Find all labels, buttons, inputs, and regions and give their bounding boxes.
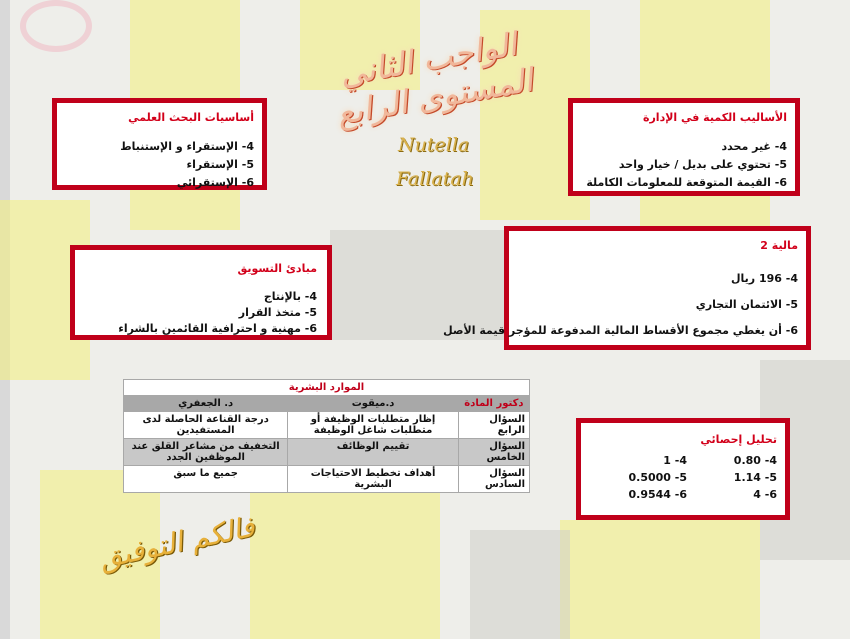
hr-row-label: السؤال الخامس: [458, 439, 529, 466]
table-row: [124, 466, 530, 493]
stats-cell: 4- 0.80: [733, 454, 777, 467]
hr-table: [123, 379, 530, 493]
marketing-box: [70, 245, 332, 340]
marketing-item: 6- مهنية و احترافية القائمين بالشراء: [118, 322, 317, 335]
hr-header-row: [124, 396, 530, 412]
stats-cell: 5- 0.5000: [628, 471, 687, 484]
closing-wish: فالكم التوفيق: [96, 509, 258, 576]
hr-header-cell: د. الجعفري: [124, 396, 288, 412]
hr-cell: التخفيف من مشاعر القلق عند الموظفين الجدد: [124, 439, 288, 466]
signature-line1: Nutella: [398, 134, 470, 156]
finance-box: [443, 226, 811, 350]
stats-cell: 6- 0.9544: [628, 488, 687, 501]
stats-heading: تحليل إحصائي: [700, 433, 777, 446]
finance-item: 6- أن يغطي مجموع الأقساط المالية المدفوعة للمؤجر قيمة الأصل: [443, 324, 798, 337]
marketing-heading: مبادئ التسويق: [237, 262, 317, 275]
stats-cell: 5- 1.14: [733, 471, 777, 484]
research-item: 5- الإستقراء: [186, 158, 254, 171]
quantitative-item: 6- القيمة المتوقعة للمعلومات الكاملة: [586, 176, 787, 189]
table-row: [124, 439, 530, 466]
finance-item: 5- الائتمان التجاري: [695, 298, 798, 311]
research-item: 4- الإستقراء و الإستنباط: [120, 140, 254, 153]
research-heading: أساسيات البحث العلمي: [128, 111, 254, 124]
table-row: [124, 412, 530, 439]
hr-header-cell: د.ميقوت: [288, 396, 459, 412]
stats-cell: 4- 1: [663, 454, 687, 467]
hr-cell: جميع ما سبق: [124, 466, 288, 493]
finance-item: 4- 196 ريال: [731, 272, 798, 285]
quantitative-item: 5- تحتوي على بديل / خيار واحد: [618, 158, 787, 171]
hr-header-cell: دكتور المادة: [458, 396, 529, 412]
stats-cell: 6- 4: [753, 488, 777, 501]
hr-cell: إظار متطلبات الوظيفة أو متطلبات شاغل الوظيفة: [288, 412, 459, 439]
signature-line2: Fallatah: [396, 168, 474, 190]
hr-cell: درجة القناعة الحاصلة لدى المستفيدين: [124, 412, 288, 439]
quantitative-box: [568, 98, 800, 196]
hr-cell: أهداف تخطيط الاحتياجات البشرية: [288, 466, 459, 493]
marketing-item: 4- بالإنتاج: [263, 290, 317, 303]
research-box: [52, 98, 267, 190]
hr-row-label: السؤال الرابع: [458, 412, 529, 439]
marketing-item: 5- متخذ القرار: [238, 306, 317, 319]
quantitative-item: 4- غير محدد: [721, 140, 787, 153]
stats-box: [576, 418, 790, 520]
stats-grid: [589, 454, 777, 501]
finance-heading: مالية 2: [760, 239, 798, 252]
page-title: الواجب الثاني المستوى الرابع: [333, 24, 536, 133]
hr-caption: الموارد البشرية: [124, 380, 530, 396]
quantitative-heading: الأساليب الكمية في الإدارة: [642, 111, 787, 124]
hr-cell: تقييم الوظائف: [288, 439, 459, 466]
research-item: 6- الإستقرائي: [176, 176, 254, 189]
hr-row-label: السؤال السادس: [458, 466, 529, 493]
